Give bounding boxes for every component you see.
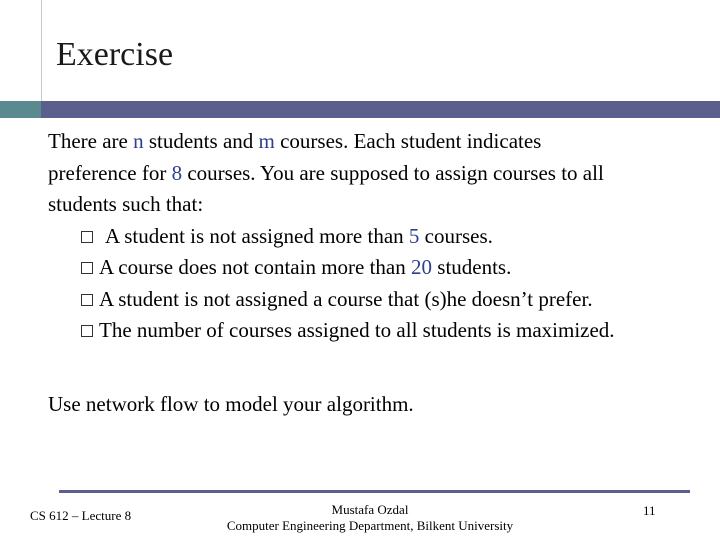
bullet-text: courses. [419,223,493,248]
checkbox-bullet-icon [81,325,93,337]
variable-n: n [133,129,144,153]
title-bar [41,101,720,118]
footer-author-name: Mustafa Ozdal [331,502,409,517]
footer-divider [59,490,690,493]
intro-line-2 [48,158,708,190]
bullet-text: students. [432,255,512,279]
intro-text: preference for [48,160,172,185]
variable-m: m [258,129,275,153]
intro-line-3: students such that: [48,192,204,216]
slide-title: Exercise [56,36,174,73]
value-preferences: 8 [171,160,183,185]
bullet-text: A student is not assigned a course that (s)he doesn’t prefer. [99,286,593,311]
bullet-item [48,284,708,316]
bullet-item [48,252,708,284]
intro-text: There are [48,129,134,153]
intro-text: students and [143,129,259,153]
bullet-item [48,221,708,253]
checkbox-bullet-icon [81,231,93,243]
footer-author [205,502,535,534]
value-max-courses: 5 [408,223,420,248]
intro-text: courses. You are supposed to assign courses to all [182,160,604,185]
closing-instruction: Use network flow to model your algorithm. [48,392,414,416]
checkbox-bullet-icon [81,294,93,306]
intro-text: courses. Each student indicates [274,129,542,153]
bullet-text: A course does not contain more than [99,255,412,279]
bullet-text: A student is not assigned more than [105,223,409,248]
value-max-students: 20 [411,255,433,279]
footer-department: Computer Engineering Department, Bilkent University [226,518,514,533]
bullet-text: The number of courses assigned to all students is maximized. [99,318,615,342]
checkbox-bullet-icon [81,262,93,274]
intro-line-1 [48,126,708,158]
slide-body [48,126,708,347]
footer-course-label: CS 612 – Lecture 8 [30,508,132,523]
title-bar-accent [0,101,41,118]
bullet-item [48,315,708,347]
page-number: 11 [643,503,656,518]
